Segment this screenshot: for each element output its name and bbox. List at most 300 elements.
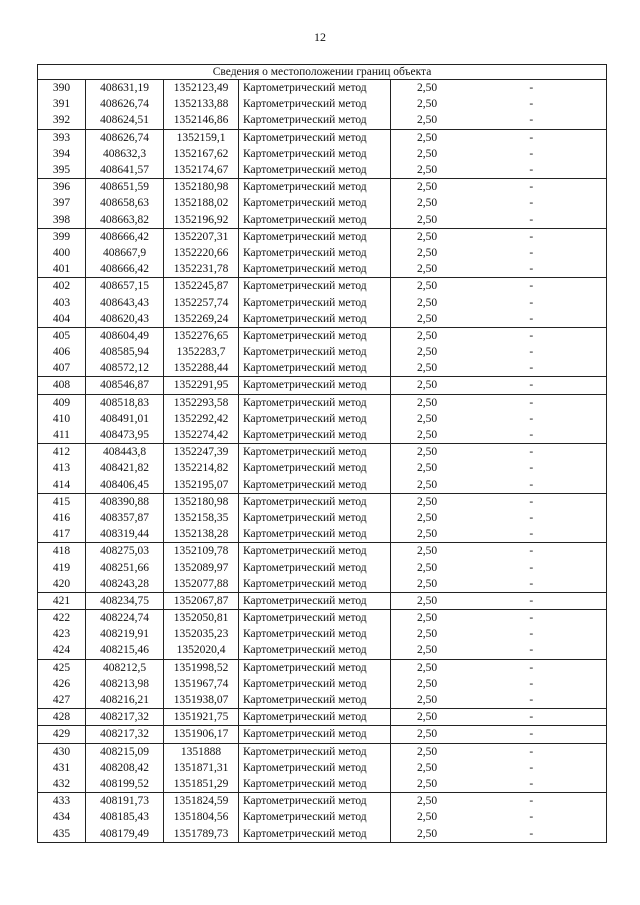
description-cell: -	[457, 394, 607, 411]
coord-x-cell: 408217,32	[86, 709, 164, 726]
accuracy-cell: 2,50	[391, 245, 457, 261]
coord-y-cell: 1352174,67	[164, 162, 239, 179]
table-row	[38, 692, 607, 709]
coord-y-cell: 1352167,62	[164, 146, 239, 162]
point-number-cell: 415	[38, 493, 86, 510]
table-row	[38, 394, 607, 411]
table-row	[38, 195, 607, 211]
accuracy-cell: 2,50	[391, 377, 457, 394]
point-number-cell: 433	[38, 793, 86, 810]
accuracy-cell: 2,50	[391, 743, 457, 760]
point-number-cell: 403	[38, 294, 86, 310]
coord-y-cell: 1352245,87	[164, 278, 239, 295]
coord-x-cell: 408620,43	[86, 311, 164, 328]
description-cell: -	[457, 709, 607, 726]
accuracy-cell: 2,50	[391, 427, 457, 444]
coord-x-cell: 408663,82	[86, 212, 164, 229]
method-cell: Картометрический метод	[239, 344, 391, 360]
coord-x-cell: 408666,42	[86, 228, 164, 245]
description-cell: -	[457, 809, 607, 825]
accuracy-cell: 2,50	[391, 676, 457, 692]
coord-x-cell: 408216,21	[86, 692, 164, 709]
method-cell: Картометрический метод	[239, 559, 391, 575]
coord-x-cell: 408604,49	[86, 327, 164, 344]
method-cell: Картометрический метод	[239, 659, 391, 676]
description-cell: -	[457, 129, 607, 146]
point-number-cell: 390	[38, 80, 86, 97]
description-cell: -	[457, 642, 607, 659]
coord-y-cell: 1352035,23	[164, 626, 239, 642]
accuracy-cell: 2,50	[391, 559, 457, 575]
description-cell: -	[457, 294, 607, 310]
coord-y-cell: 1352146,86	[164, 112, 239, 129]
coord-y-cell: 1351804,56	[164, 809, 239, 825]
point-number-cell: 402	[38, 278, 86, 295]
description-cell: -	[457, 344, 607, 360]
method-cell: Картометрический метод	[239, 809, 391, 825]
table-row	[38, 344, 607, 360]
table-row	[38, 809, 607, 825]
coord-x-cell: 408212,5	[86, 659, 164, 676]
accuracy-cell: 2,50	[391, 726, 457, 743]
description-cell: -	[457, 776, 607, 793]
method-cell: Картометрический метод	[239, 212, 391, 229]
table-row	[38, 112, 607, 129]
description-cell: -	[457, 477, 607, 494]
accuracy-cell: 2,50	[391, 129, 457, 146]
method-cell: Картометрический метод	[239, 228, 391, 245]
coord-x-cell: 408243,28	[86, 576, 164, 593]
coord-x-cell: 408624,51	[86, 112, 164, 129]
coord-x-cell: 408546,87	[86, 377, 164, 394]
description-cell: -	[457, 327, 607, 344]
method-cell: Картометрический метод	[239, 493, 391, 510]
accuracy-cell: 2,50	[391, 510, 457, 526]
method-cell: Картометрический метод	[239, 510, 391, 526]
method-cell: Картометрический метод	[239, 294, 391, 310]
point-number-cell: 405	[38, 327, 86, 344]
description-cell: -	[457, 526, 607, 543]
method-cell: Картометрический метод	[239, 444, 391, 461]
table-row	[38, 776, 607, 793]
accuracy-cell: 2,50	[391, 411, 457, 427]
coord-x-cell: 408572,12	[86, 360, 164, 377]
description-cell: -	[457, 261, 607, 278]
coord-x-cell: 408185,43	[86, 809, 164, 825]
point-number-cell: 396	[38, 179, 86, 196]
accuracy-cell: 2,50	[391, 776, 457, 793]
coord-y-cell: 1352188,02	[164, 195, 239, 211]
point-number-cell: 414	[38, 477, 86, 494]
method-cell: Картометрический метод	[239, 626, 391, 642]
coord-x-cell: 408319,44	[86, 526, 164, 543]
table-row	[38, 659, 607, 676]
coord-y-cell: 1352089,97	[164, 559, 239, 575]
description-cell: -	[457, 543, 607, 560]
table-row	[38, 543, 607, 560]
accuracy-cell: 2,50	[391, 793, 457, 810]
description-cell: -	[457, 411, 607, 427]
description-cell: -	[457, 726, 607, 743]
method-cell: Картометрический метод	[239, 610, 391, 627]
coord-y-cell: 1352180,98	[164, 179, 239, 196]
description-cell: -	[457, 692, 607, 709]
point-number-cell: 401	[38, 261, 86, 278]
coord-y-cell: 1352293,58	[164, 394, 239, 411]
description-cell: -	[457, 592, 607, 609]
table-row	[38, 311, 607, 328]
coord-y-cell: 1352077,88	[164, 576, 239, 593]
accuracy-cell: 2,50	[391, 311, 457, 328]
table-row	[38, 477, 607, 494]
coord-y-cell: 1352109,78	[164, 543, 239, 560]
method-cell: Картометрический метод	[239, 179, 391, 196]
point-number-cell: 391	[38, 96, 86, 112]
point-number-cell: 427	[38, 692, 86, 709]
description-cell: -	[457, 825, 607, 842]
point-number-cell: 408	[38, 377, 86, 394]
method-cell: Картометрический метод	[239, 112, 391, 129]
coord-y-cell: 1351998,52	[164, 659, 239, 676]
method-cell: Картометрический метод	[239, 261, 391, 278]
table-row	[38, 427, 607, 444]
accuracy-cell: 2,50	[391, 809, 457, 825]
coord-x-cell: 408473,95	[86, 427, 164, 444]
coord-y-cell: 1352020,4	[164, 642, 239, 659]
coord-y-cell: 1351871,31	[164, 760, 239, 776]
method-cell: Картометрический метод	[239, 526, 391, 543]
table-row	[38, 129, 607, 146]
table-row	[38, 261, 607, 278]
coord-x-cell: 408191,73	[86, 793, 164, 810]
coord-y-cell: 1352138,28	[164, 526, 239, 543]
coord-y-cell: 1352195,07	[164, 477, 239, 494]
coord-y-cell: 1352123,49	[164, 80, 239, 97]
method-cell: Картометрический метод	[239, 129, 391, 146]
accuracy-cell: 2,50	[391, 80, 457, 97]
method-cell: Картометрический метод	[239, 743, 391, 760]
table-row	[38, 360, 607, 377]
method-cell: Картометрический метод	[239, 360, 391, 377]
accuracy-cell: 2,50	[391, 261, 457, 278]
description-cell: -	[457, 760, 607, 776]
point-number-cell: 411	[38, 427, 86, 444]
accuracy-cell: 2,50	[391, 179, 457, 196]
point-number-cell: 431	[38, 760, 86, 776]
accuracy-cell: 2,50	[391, 228, 457, 245]
description-cell: -	[457, 610, 607, 627]
table-row	[38, 411, 607, 427]
description-cell: -	[457, 444, 607, 461]
coord-y-cell: 1351789,73	[164, 825, 239, 842]
coord-y-cell: 1352159,1	[164, 129, 239, 146]
accuracy-cell: 2,50	[391, 327, 457, 344]
point-number-cell: 420	[38, 576, 86, 593]
description-cell: -	[457, 576, 607, 593]
coord-y-cell: 1352180,98	[164, 493, 239, 510]
point-number-cell: 423	[38, 626, 86, 642]
table-row	[38, 278, 607, 295]
description-cell: -	[457, 80, 607, 97]
table-row	[38, 676, 607, 692]
description-cell: -	[457, 96, 607, 112]
table-row	[38, 162, 607, 179]
coord-y-cell: 1352291,95	[164, 377, 239, 394]
description-cell: -	[457, 311, 607, 328]
accuracy-cell: 2,50	[391, 592, 457, 609]
accuracy-cell: 2,50	[391, 642, 457, 659]
point-number-cell: 416	[38, 510, 86, 526]
coord-x-cell: 408626,74	[86, 96, 164, 112]
coord-y-cell: 1352231,78	[164, 261, 239, 278]
point-number-cell: 404	[38, 311, 86, 328]
coord-x-cell: 408275,03	[86, 543, 164, 560]
method-cell: Картометрический метод	[239, 592, 391, 609]
coord-x-cell: 408631,19	[86, 80, 164, 97]
method-cell: Картометрический метод	[239, 411, 391, 427]
coord-x-cell: 408219,91	[86, 626, 164, 642]
point-number-cell: 406	[38, 344, 86, 360]
accuracy-cell: 2,50	[391, 360, 457, 377]
accuracy-cell: 2,50	[391, 162, 457, 179]
table-row	[38, 327, 607, 344]
point-number-cell: 419	[38, 559, 86, 575]
method-cell: Картометрический метод	[239, 760, 391, 776]
coord-y-cell: 1352269,24	[164, 311, 239, 328]
coord-x-cell: 408199,52	[86, 776, 164, 793]
table-row	[38, 709, 607, 726]
table-row	[38, 179, 607, 196]
accuracy-cell: 2,50	[391, 626, 457, 642]
accuracy-cell: 2,50	[391, 576, 457, 593]
point-number-cell: 393	[38, 129, 86, 146]
point-number-cell: 422	[38, 610, 86, 627]
coord-y-cell: 1351938,07	[164, 692, 239, 709]
accuracy-cell: 2,50	[391, 460, 457, 476]
description-cell: -	[457, 626, 607, 642]
method-cell: Картометрический метод	[239, 195, 391, 211]
point-number-cell: 435	[38, 825, 86, 842]
point-number-cell: 397	[38, 195, 86, 211]
point-number-cell: 407	[38, 360, 86, 377]
method-cell: Картометрический метод	[239, 709, 391, 726]
coord-y-cell: 1352247,39	[164, 444, 239, 461]
point-number-cell: 421	[38, 592, 86, 609]
method-cell: Картометрический метод	[239, 96, 391, 112]
point-number-cell: 392	[38, 112, 86, 129]
method-cell: Картометрический метод	[239, 327, 391, 344]
coord-y-cell: 1351888	[164, 743, 239, 760]
coord-x-cell: 408421,82	[86, 460, 164, 476]
coord-y-cell: 1351824,59	[164, 793, 239, 810]
table-row	[38, 80, 607, 97]
accuracy-cell: 2,50	[391, 278, 457, 295]
point-number-cell: 395	[38, 162, 86, 179]
coord-y-cell: 1352283,7	[164, 344, 239, 360]
coord-y-cell: 1351921,75	[164, 709, 239, 726]
coord-x-cell: 408208,42	[86, 760, 164, 776]
description-cell: -	[457, 743, 607, 760]
method-cell: Картометрический метод	[239, 278, 391, 295]
method-cell: Картометрический метод	[239, 477, 391, 494]
method-cell: Картометрический метод	[239, 543, 391, 560]
table-row	[38, 743, 607, 760]
description-cell: -	[457, 493, 607, 510]
coord-x-cell: 408641,57	[86, 162, 164, 179]
coord-x-cell: 408658,63	[86, 195, 164, 211]
table-row	[38, 96, 607, 112]
method-cell: Картометрический метод	[239, 825, 391, 842]
accuracy-cell: 2,50	[391, 709, 457, 726]
table-row	[38, 825, 607, 842]
method-cell: Картометрический метод	[239, 394, 391, 411]
description-cell: -	[457, 195, 607, 211]
accuracy-cell: 2,50	[391, 96, 457, 112]
coord-y-cell: 1352207,31	[164, 228, 239, 245]
coord-x-cell: 408234,75	[86, 592, 164, 609]
table-row	[38, 460, 607, 476]
description-cell: -	[457, 146, 607, 162]
table-row	[38, 726, 607, 743]
description-cell: -	[457, 559, 607, 575]
method-cell: Картометрический метод	[239, 776, 391, 793]
table-row	[38, 245, 607, 261]
table-row	[38, 793, 607, 810]
coord-y-cell: 1351967,74	[164, 676, 239, 692]
point-number-cell: 409	[38, 394, 86, 411]
coord-y-cell: 1352276,65	[164, 327, 239, 344]
accuracy-cell: 2,50	[391, 212, 457, 229]
description-cell: -	[457, 460, 607, 476]
coord-x-cell: 408215,09	[86, 743, 164, 760]
table-row	[38, 576, 607, 593]
method-cell: Картометрический метод	[239, 692, 391, 709]
coord-y-cell: 1351906,17	[164, 726, 239, 743]
table-row	[38, 559, 607, 575]
table-row	[38, 377, 607, 394]
accuracy-cell: 2,50	[391, 760, 457, 776]
coord-y-cell: 1352257,74	[164, 294, 239, 310]
method-cell: Картометрический метод	[239, 427, 391, 444]
description-cell: -	[457, 659, 607, 676]
table-row	[38, 493, 607, 510]
method-cell: Картометрический метод	[239, 245, 391, 261]
accuracy-cell: 2,50	[391, 195, 457, 211]
table-row	[38, 760, 607, 776]
accuracy-cell: 2,50	[391, 692, 457, 709]
table-row	[38, 294, 607, 310]
coord-y-cell: 1352133,88	[164, 96, 239, 112]
point-number-cell: 429	[38, 726, 86, 743]
method-cell: Картометрический метод	[239, 460, 391, 476]
description-cell: -	[457, 179, 607, 196]
accuracy-cell: 2,50	[391, 294, 457, 310]
coord-x-cell: 408406,45	[86, 477, 164, 494]
point-number-cell: 428	[38, 709, 86, 726]
accuracy-cell: 2,50	[391, 526, 457, 543]
coord-x-cell: 408357,87	[86, 510, 164, 526]
coord-x-cell: 408667,9	[86, 245, 164, 261]
coord-x-cell: 408632,3	[86, 146, 164, 162]
coord-x-cell: 408179,49	[86, 825, 164, 842]
method-cell: Картометрический метод	[239, 793, 391, 810]
point-number-cell: 425	[38, 659, 86, 676]
table-row	[38, 626, 607, 642]
point-number-cell: 394	[38, 146, 86, 162]
point-number-cell: 398	[38, 212, 86, 229]
coord-x-cell: 408585,94	[86, 344, 164, 360]
coord-x-cell: 408518,83	[86, 394, 164, 411]
point-number-cell: 434	[38, 809, 86, 825]
page-number: 12	[314, 30, 326, 44]
coord-y-cell: 1352214,82	[164, 460, 239, 476]
accuracy-cell: 2,50	[391, 659, 457, 676]
point-number-cell: 399	[38, 228, 86, 245]
table-caption: Сведения о местоположении границ объекта	[38, 65, 607, 80]
coord-x-cell: 408666,42	[86, 261, 164, 278]
accuracy-cell: 2,50	[391, 825, 457, 842]
coord-y-cell: 1352220,66	[164, 245, 239, 261]
method-cell: Картометрический метод	[239, 162, 391, 179]
description-cell: -	[457, 212, 607, 229]
coord-x-cell: 408213,98	[86, 676, 164, 692]
method-cell: Картометрический метод	[239, 146, 391, 162]
coord-y-cell: 1352158,35	[164, 510, 239, 526]
description-cell: -	[457, 360, 607, 377]
point-number-cell: 430	[38, 743, 86, 760]
method-cell: Картометрический метод	[239, 311, 391, 328]
accuracy-cell: 2,50	[391, 146, 457, 162]
method-cell: Картометрический метод	[239, 377, 391, 394]
description-cell: -	[457, 162, 607, 179]
table-row	[38, 212, 607, 229]
point-number-cell: 424	[38, 642, 86, 659]
table-row	[38, 228, 607, 245]
coord-x-cell: 408643,43	[86, 294, 164, 310]
coord-x-cell: 408443,8	[86, 444, 164, 461]
description-cell: -	[457, 228, 607, 245]
accuracy-cell: 2,50	[391, 112, 457, 129]
coord-x-cell: 408491,01	[86, 411, 164, 427]
accuracy-cell: 2,50	[391, 344, 457, 360]
description-cell: -	[457, 112, 607, 129]
coord-x-cell: 408217,32	[86, 726, 164, 743]
description-cell: -	[457, 427, 607, 444]
coord-y-cell: 1352196,92	[164, 212, 239, 229]
table-row	[38, 642, 607, 659]
description-cell: -	[457, 245, 607, 261]
description-cell: -	[457, 793, 607, 810]
method-cell: Картометрический метод	[239, 642, 391, 659]
coord-x-cell: 408390,88	[86, 493, 164, 510]
point-number-cell: 418	[38, 543, 86, 560]
point-number-cell: 432	[38, 776, 86, 793]
boundary-coordinates-table	[37, 64, 607, 843]
accuracy-cell: 2,50	[391, 610, 457, 627]
description-cell: -	[457, 510, 607, 526]
table-caption-row	[38, 65, 607, 80]
description-cell: -	[457, 278, 607, 295]
method-cell: Картометрический метод	[239, 726, 391, 743]
point-number-cell: 413	[38, 460, 86, 476]
method-cell: Картометрический метод	[239, 676, 391, 692]
table-row	[38, 444, 607, 461]
coord-x-cell: 408251,66	[86, 559, 164, 575]
point-number-cell: 400	[38, 245, 86, 261]
table-row	[38, 610, 607, 627]
accuracy-cell: 2,50	[391, 444, 457, 461]
coord-y-cell: 1352050,81	[164, 610, 239, 627]
